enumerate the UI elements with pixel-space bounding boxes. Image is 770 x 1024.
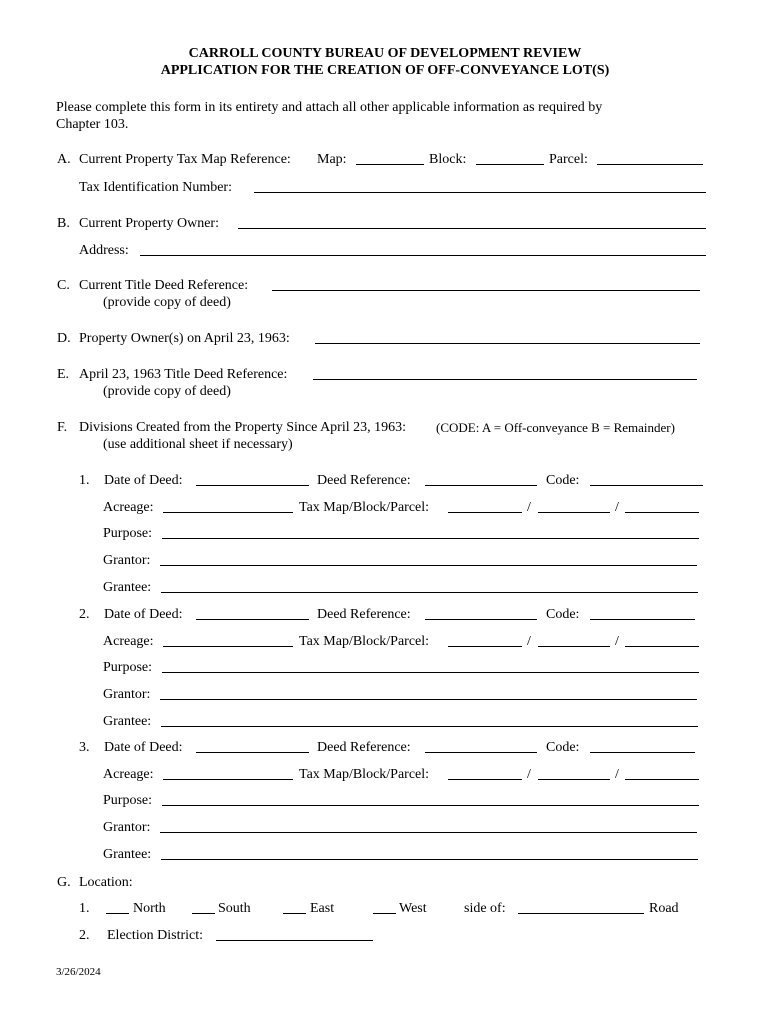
division-2-grantor-field[interactable] [160, 699, 697, 700]
section-g-letter: G. [57, 875, 71, 890]
purpose-label: Purpose: [103, 660, 152, 676]
road-label: Road [649, 901, 679, 916]
division-2-deed-ref-field[interactable] [425, 619, 537, 620]
division-3-deed-ref-field[interactable] [425, 752, 537, 753]
south-label: South [218, 901, 251, 916]
section-c-letter: C. [57, 278, 70, 293]
deed-1963-label: April 23, 1963 Title Deed Reference: [79, 367, 288, 382]
tax-map-block-parcel-label: Tax Map/Block/Parcel: [299, 633, 430, 649]
intro-line-1: Please complete this form in its entirety and attach all other applicable information as required by [56, 100, 603, 115]
code-legend: (CODE: A = Off-conveyance B = Remainder) [436, 420, 675, 435]
revision-date: 3/26/2024 [56, 966, 101, 978]
additional-sheet-note: (use additional sheet if necessary) [103, 437, 293, 452]
deed-reference-label: Deed Reference: [317, 740, 411, 755]
division-3-grantor-field[interactable] [160, 832, 697, 833]
grantee-label: Grantee: [103, 846, 152, 862]
map-label: Map: [317, 152, 347, 167]
division-1-grantor-field[interactable] [160, 565, 697, 566]
code-label: Code: [546, 740, 580, 755]
parcel-field[interactable] [597, 164, 703, 165]
location-item-2: 2. [79, 928, 90, 943]
location-item-1: 1. [79, 901, 90, 916]
slash-separator: / [615, 499, 619, 515]
address-label: Address: [79, 243, 129, 258]
division-2-purpose-field[interactable] [162, 672, 699, 673]
title-deed-field[interactable] [272, 290, 700, 291]
date-of-deed-label: Date of Deed: [104, 473, 183, 488]
division-1-code-field[interactable] [590, 485, 703, 486]
division-3-acreage-field[interactable] [163, 779, 293, 780]
west-label: West [399, 901, 427, 916]
location-label: Location: [79, 875, 133, 890]
grantor-label: Grantor: [103, 553, 151, 569]
block-field[interactable] [476, 164, 544, 165]
division-3-number: 3. [79, 740, 90, 755]
date-of-deed-label: Date of Deed: [104, 607, 183, 622]
section-b-letter: B. [57, 216, 70, 231]
grantee-label: Grantee: [103, 579, 152, 595]
form-subtitle: APPLICATION FOR THE CREATION OF OFF-CONVEYANCE LOT(S) [160, 63, 610, 78]
section-a-letter: A. [57, 152, 71, 167]
division-3-parcel-field[interactable] [625, 779, 699, 780]
slash-separator: / [615, 633, 619, 649]
division-1-deed-ref-field[interactable] [425, 485, 537, 486]
slash-separator: / [527, 633, 531, 649]
division-2-acreage-field[interactable] [163, 646, 293, 647]
tax-id-label: Tax Identification Number: [79, 180, 232, 195]
purpose-label: Purpose: [103, 793, 152, 809]
tax-map-reference-label: Current Property Tax Map Reference: [79, 152, 291, 167]
division-1-acreage-field[interactable] [163, 512, 293, 513]
code-label: Code: [546, 607, 580, 622]
acreage-label: Acreage: [103, 633, 154, 649]
code-label: Code: [546, 473, 580, 488]
owner-1963-label: Property Owner(s) on April 23, 1963: [79, 331, 290, 346]
section-d-letter: D. [57, 331, 71, 346]
north-label: North [133, 901, 166, 916]
section-f-letter: F. [57, 420, 68, 435]
division-2-tax-map-field[interactable] [448, 646, 522, 647]
division-2-number: 2. [79, 607, 90, 622]
divisions-label: Divisions Created from the Property Since April 23, 1963: [79, 420, 407, 435]
address-field[interactable] [140, 255, 706, 256]
tax-map-block-parcel-label: Tax Map/Block/Parcel: [299, 499, 430, 515]
tax-id-field[interactable] [254, 192, 706, 193]
division-1-tax-map-field[interactable] [448, 512, 522, 513]
division-1-number: 1. [79, 473, 90, 488]
deed-reference-label: Deed Reference: [317, 607, 411, 622]
west-field[interactable] [373, 913, 396, 914]
section-e-letter: E. [57, 367, 70, 382]
east-field[interactable] [283, 913, 306, 914]
slash-separator: / [527, 499, 531, 515]
election-district-label: Election District: [107, 928, 204, 943]
owner-1963-field[interactable] [315, 343, 700, 344]
parcel-label: Parcel: [549, 152, 588, 167]
division-2-grantee-field[interactable] [161, 726, 698, 727]
grantor-label: Grantor: [103, 820, 151, 836]
division-3-code-field[interactable] [590, 752, 695, 753]
north-field[interactable] [106, 913, 129, 914]
election-district-field[interactable] [216, 940, 373, 941]
form-title: CARROLL COUNTY BUREAU OF DEVELOPMENT REVIEW [188, 46, 582, 61]
division-3-date-field[interactable] [196, 752, 309, 753]
division-1-block-field[interactable] [538, 512, 610, 513]
road-field[interactable] [518, 913, 644, 914]
division-3-grantee-field[interactable] [161, 859, 698, 860]
tax-map-block-parcel-label: Tax Map/Block/Parcel: [299, 766, 430, 782]
division-1-parcel-field[interactable] [625, 512, 699, 513]
division-3-block-field[interactable] [538, 779, 610, 780]
side-of-label: side of: [464, 901, 506, 916]
division-1-purpose-field[interactable] [162, 538, 699, 539]
division-2-date-field[interactable] [196, 619, 309, 620]
deed-reference-label: Deed Reference: [317, 473, 411, 488]
intro-line-2: Chapter 103. [56, 117, 129, 132]
division-2-parcel-field[interactable] [625, 646, 699, 647]
slash-separator: / [527, 766, 531, 782]
south-field[interactable] [192, 913, 215, 914]
division-1-grantee-field[interactable] [161, 592, 698, 593]
deed-1963-note: (provide copy of deed) [103, 384, 231, 399]
division-2-block-field[interactable] [538, 646, 610, 647]
division-3-tax-map-field[interactable] [448, 779, 522, 780]
acreage-label: Acreage: [103, 766, 154, 782]
grantee-label: Grantee: [103, 713, 152, 729]
date-of-deed-label: Date of Deed: [104, 740, 183, 755]
title-deed-note: (provide copy of deed) [103, 295, 231, 310]
current-owner-field[interactable] [238, 228, 706, 229]
current-owner-label: Current Property Owner: [79, 216, 219, 231]
east-label: East [310, 901, 335, 916]
purpose-label: Purpose: [103, 526, 152, 542]
grantor-label: Grantor: [103, 687, 151, 703]
map-field[interactable] [356, 164, 424, 165]
block-label: Block: [429, 152, 467, 167]
slash-separator: / [615, 766, 619, 782]
title-deed-label: Current Title Deed Reference: [79, 278, 249, 293]
division-1-date-field[interactable] [196, 485, 309, 486]
acreage-label: Acreage: [103, 499, 154, 515]
deed-1963-field[interactable] [313, 379, 697, 380]
division-3-purpose-field[interactable] [162, 805, 699, 806]
division-2-code-field[interactable] [590, 619, 695, 620]
